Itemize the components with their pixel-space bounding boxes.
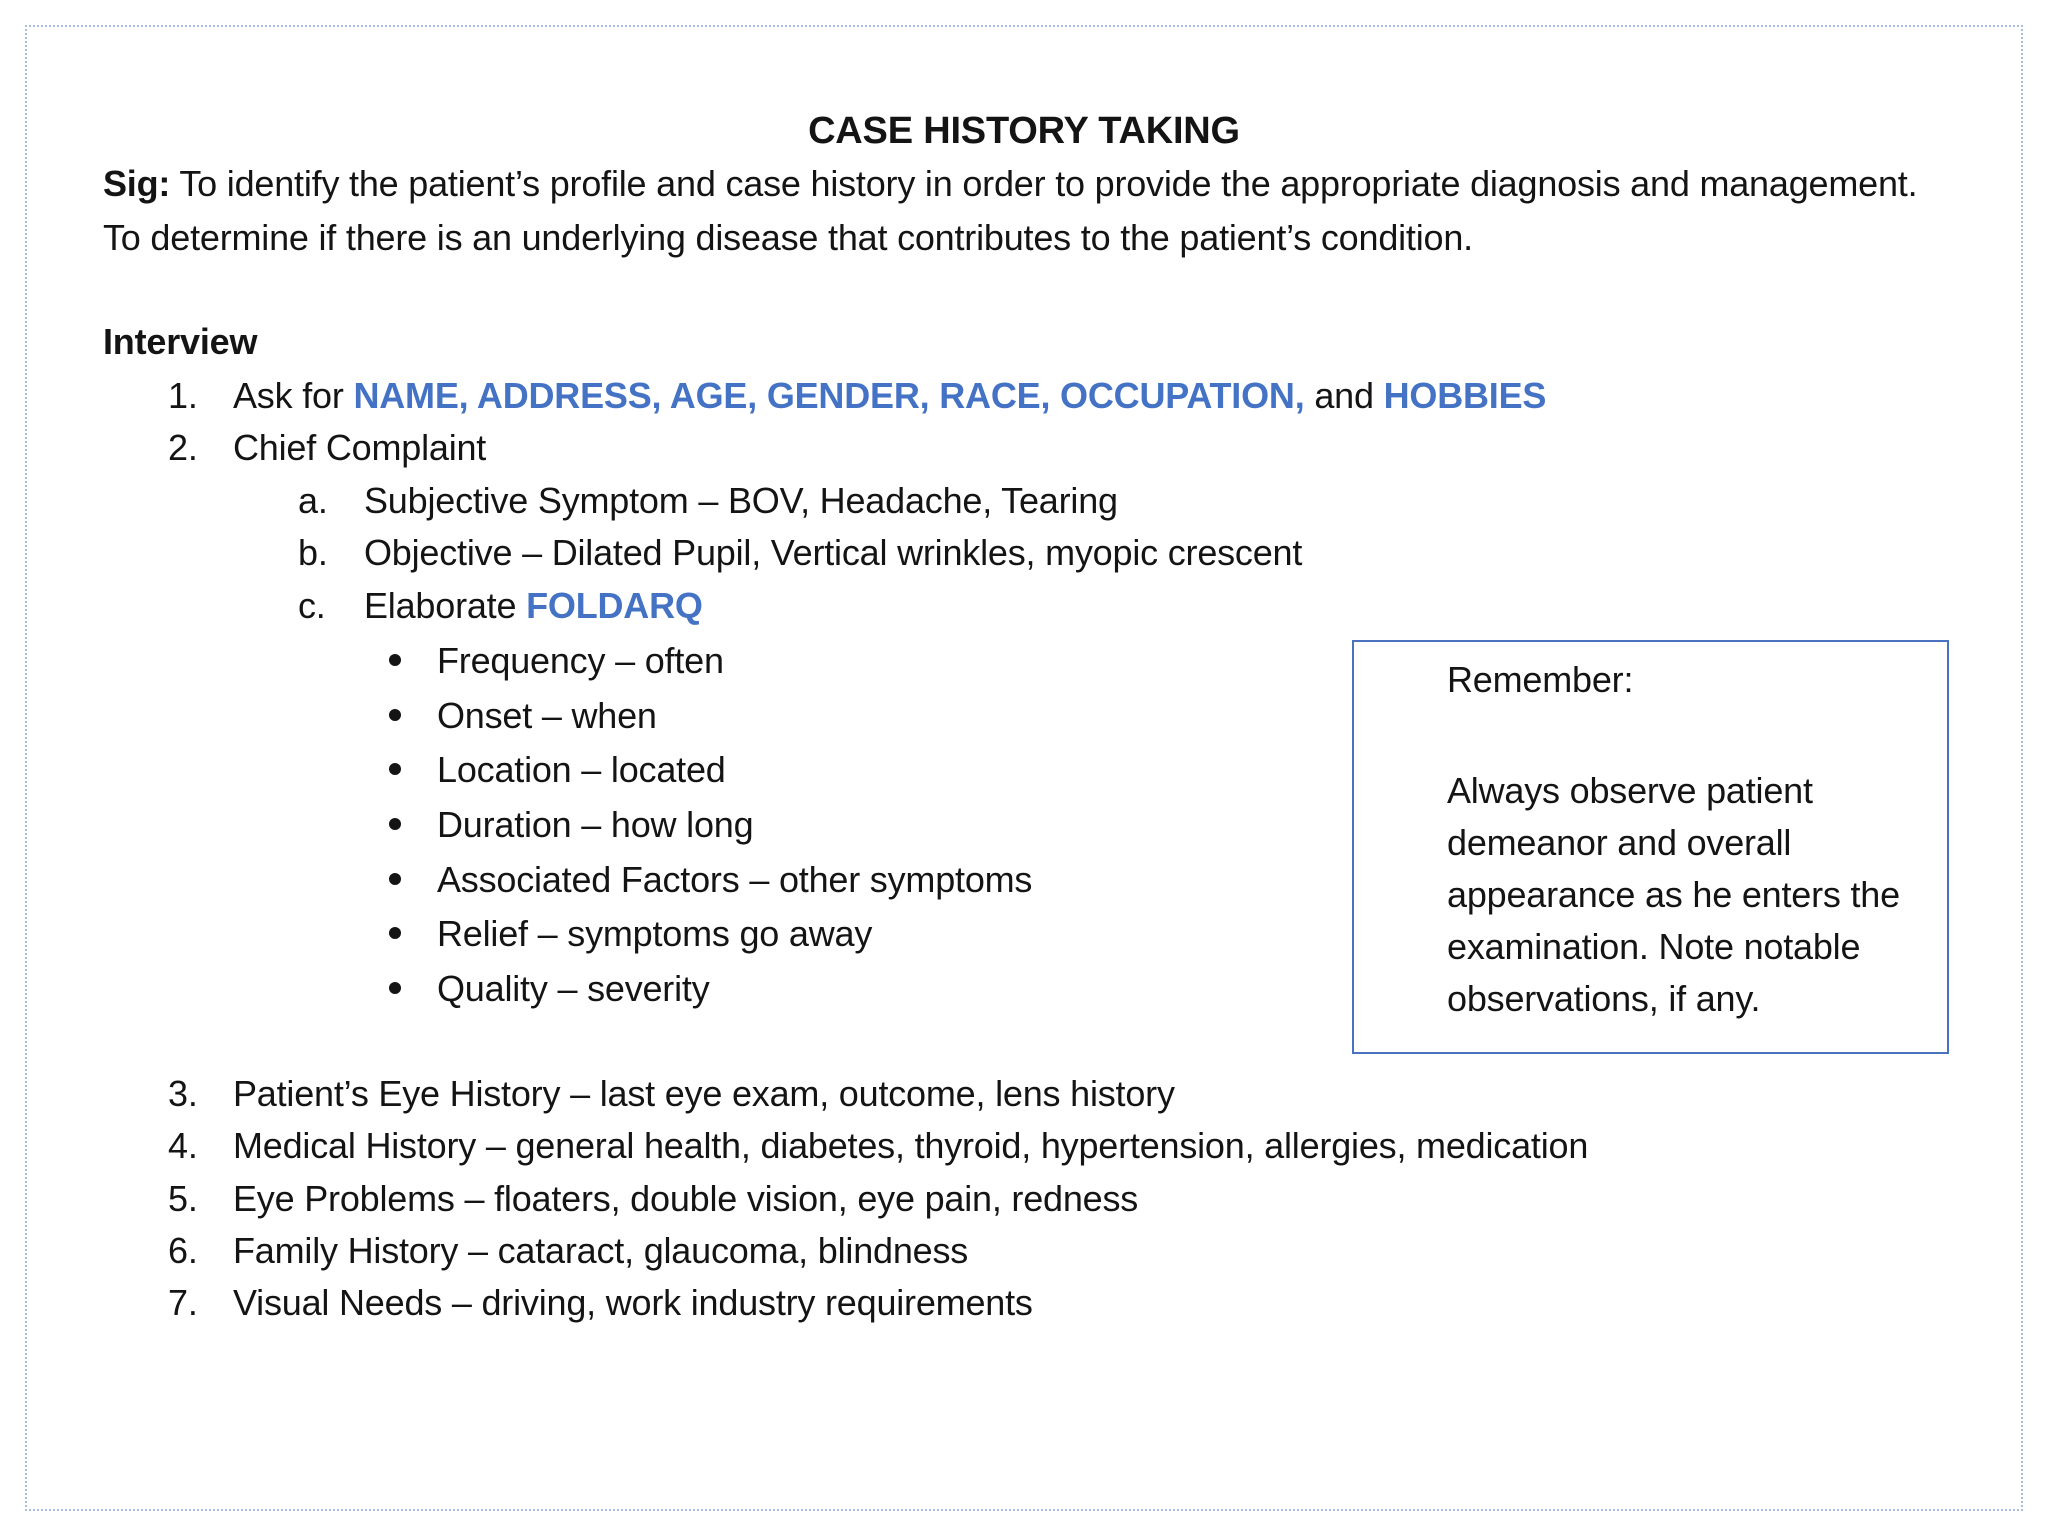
item-number: 6. bbox=[168, 1230, 198, 1271]
highlight-text: FOLDARQ bbox=[526, 585, 703, 626]
remember-line: observations, if any. bbox=[1447, 978, 1761, 1019]
bullet-associated-factors: Associated Factors – other symptoms bbox=[437, 859, 1033, 900]
sub-letter: a. bbox=[298, 480, 328, 521]
sig-label: Sig: bbox=[103, 163, 171, 204]
item-number: 1. bbox=[168, 375, 198, 416]
remember-line: demeanor and overall bbox=[1447, 822, 1792, 863]
item-chief-complaint: Chief Complaint bbox=[233, 427, 487, 468]
item-family-history: Family History – cataract, glaucoma, blindness bbox=[233, 1230, 969, 1271]
sig-line-2: To determine if there is an underlying disease that contributes to the patient’s condition. bbox=[103, 217, 1473, 258]
bullet-icon bbox=[389, 873, 401, 885]
remember-title: Remember: bbox=[1447, 659, 1634, 700]
bullet-onset: Onset – when bbox=[437, 695, 657, 736]
bullet-location: Location – located bbox=[437, 749, 726, 790]
sub-letter: c. bbox=[298, 585, 326, 626]
remember-line: Always observe patient bbox=[1447, 770, 1813, 811]
sub-letter: b. bbox=[298, 532, 328, 573]
remember-box bbox=[1352, 640, 1949, 1054]
bullet-icon bbox=[389, 709, 401, 721]
remember-line: appearance as he enters the bbox=[1447, 874, 1900, 915]
item-ask-for bbox=[233, 376, 1546, 416]
remember-body bbox=[1447, 765, 1900, 1025]
item-number: 7. bbox=[168, 1282, 198, 1323]
item-number: 5. bbox=[168, 1178, 198, 1219]
item-text: Ask for bbox=[233, 375, 354, 416]
sub-item-elaborate bbox=[364, 586, 703, 626]
item-number: 4. bbox=[168, 1125, 198, 1166]
item-visual-needs: Visual Needs – driving, work industry requirements bbox=[233, 1282, 1033, 1323]
bullet-icon bbox=[389, 818, 401, 830]
document-title: CASE HISTORY TAKING bbox=[808, 110, 1240, 152]
bullet-icon bbox=[389, 763, 401, 775]
sig-text-1: To identify the patient’s profile and case history in order to provide the appropriate diagnosis and management. bbox=[170, 163, 1918, 204]
remember-line: examination. Note notable bbox=[1447, 926, 1861, 967]
highlight-text: NAME, ADDRESS, AGE, GENDER, RACE, OCCUPATION, bbox=[353, 375, 1305, 416]
bullet-relief: Relief – symptoms go away bbox=[437, 913, 873, 954]
highlight-text: HOBBIES bbox=[1383, 375, 1547, 416]
bullet-frequency: Frequency – often bbox=[437, 640, 724, 681]
sub-item-subjective: Subjective Symptom – BOV, Headache, Tearing bbox=[364, 480, 1118, 521]
interview-heading: Interview bbox=[103, 321, 258, 362]
item-number: 3. bbox=[168, 1073, 198, 1114]
sub-item-objective: Objective – Dilated Pupil, Vertical wrinkles, myopic crescent bbox=[364, 532, 1303, 573]
item-text: and bbox=[1304, 375, 1384, 416]
item-eye-problems: Eye Problems – floaters, double vision, eye pain, redness bbox=[233, 1178, 1139, 1219]
bullet-icon bbox=[389, 927, 401, 939]
item-eye-history: Patient’s Eye History – last eye exam, outcome, lens history bbox=[233, 1073, 1175, 1114]
sig-line-1 bbox=[103, 164, 1917, 204]
bullet-quality: Quality – severity bbox=[437, 968, 710, 1009]
item-number: 2. bbox=[168, 427, 198, 468]
bullet-duration: Duration – how long bbox=[437, 804, 754, 845]
sub-item-text: Elaborate bbox=[364, 585, 527, 626]
bullet-icon bbox=[389, 654, 401, 666]
item-medical-history: Medical History – general health, diabetes, thyroid, hypertension, allergies, medication bbox=[233, 1125, 1589, 1166]
bullet-icon bbox=[389, 982, 401, 994]
